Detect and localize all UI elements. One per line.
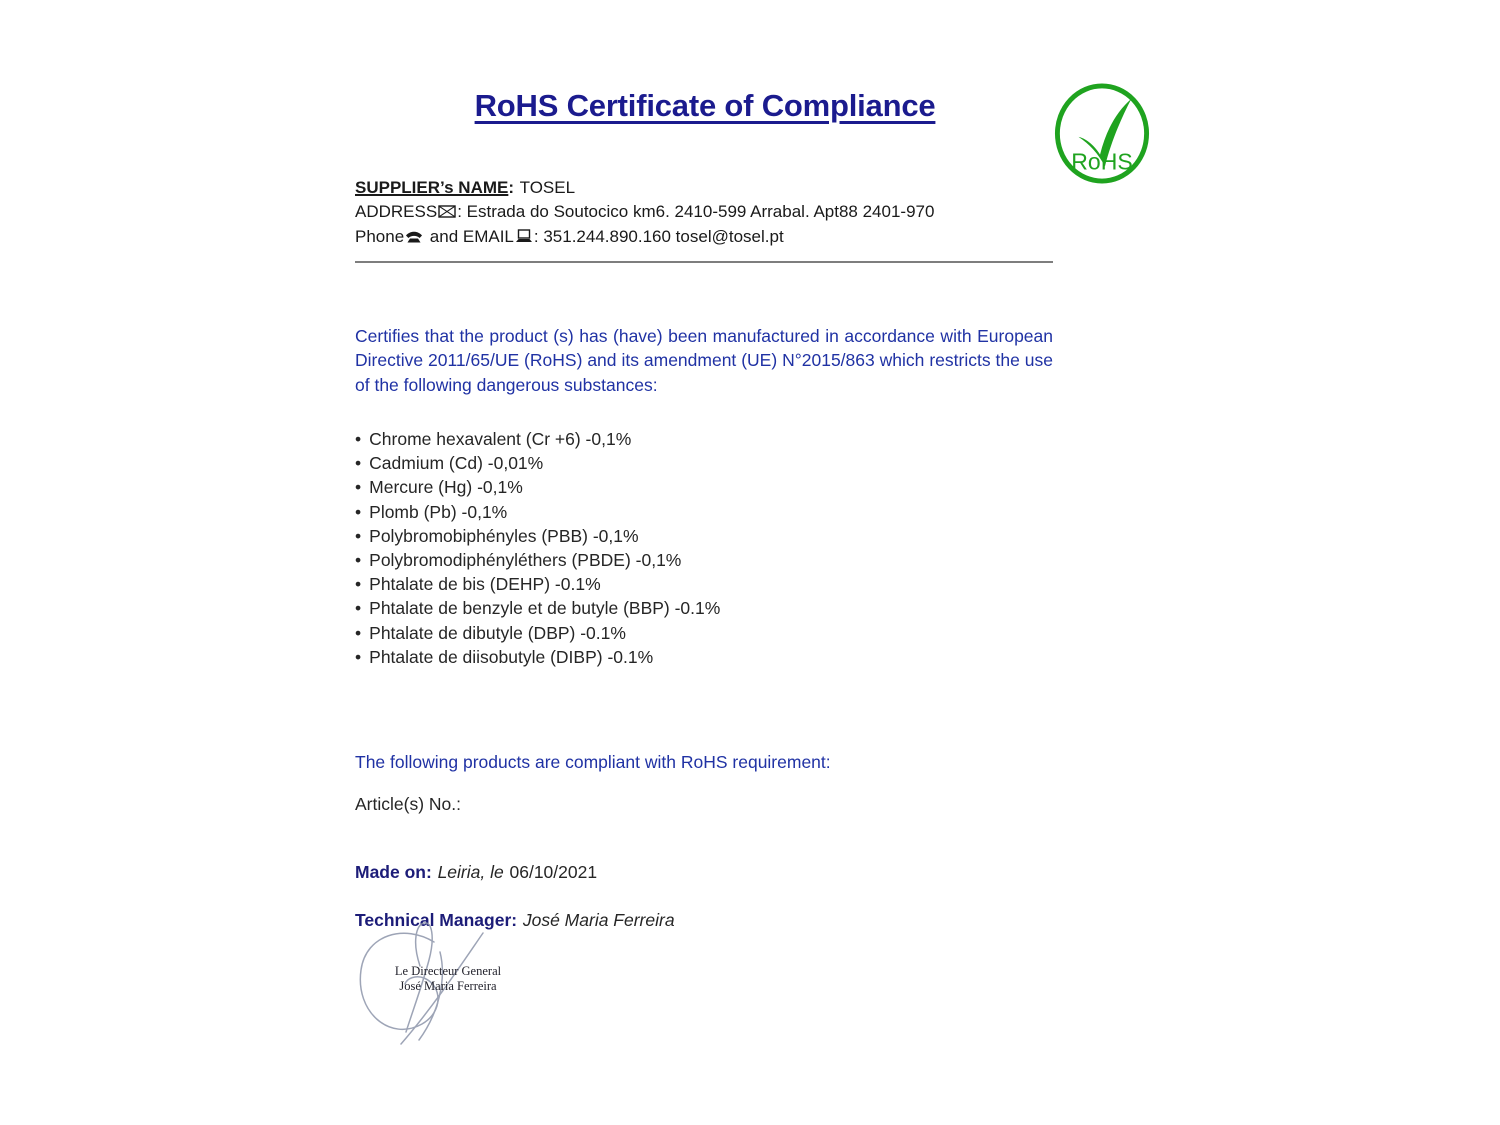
supplier-name-value: TOSEL	[519, 178, 576, 197]
substance-item: • Polybromobiphényles (PBB) -0,1%	[355, 524, 1053, 548]
address-value: : Estrada do Soutocico km6. 2410-599 Arrabal. Apt88 2401-970	[457, 202, 935, 221]
signature-block	[350, 920, 510, 1060]
contact-value: : 351.244.890.160 tosel@tosel.pt	[533, 227, 784, 246]
substance-item: • Chrome hexavalent (Cr +6) -0,1%	[355, 427, 1053, 451]
supplier-block	[355, 176, 1055, 250]
substance-item: • Phtalate de bis (DEHP) -0.1%	[355, 572, 1053, 596]
supplier-contact-line	[355, 225, 1055, 250]
made-on-label: Made on:	[355, 861, 432, 882]
address-label: ADDRESS	[355, 202, 438, 221]
document-title: RoHS Certificate of Compliance	[474, 88, 936, 123]
substance-item: • Phtalate de diisobutyle (DIBP) -0.1%	[355, 645, 1053, 669]
rohs-logo	[1053, 82, 1151, 185]
articles-label: Article(s) No.:	[355, 793, 461, 814]
made-on-line	[355, 862, 597, 883]
made-on-date: 06/10/2021	[509, 861, 598, 882]
envelope-icon	[438, 201, 456, 225]
manager-name: José Maria Ferreira	[522, 909, 675, 930]
phone-label: Phone	[355, 227, 405, 246]
and-email-label: and EMAIL	[429, 227, 514, 246]
certification-statement: Certifies that the product (s) has (have) been manufactured in accordance with European Directive 2011/65/UE (RoHS) and its amendment (UE) N°2015/863 which restricts the use of the following dangerous substances:	[355, 325, 1053, 395]
signature-line2: José Maria Ferreira	[399, 979, 497, 993]
supplier-address-line	[355, 200, 1055, 225]
title-row	[355, 88, 1055, 124]
substance-item: • Mercure (Hg) -0,1%	[355, 475, 1053, 499]
substance-item: • Polybromodiphényléthers (PBDE) -0,1%	[355, 548, 1053, 572]
substance-item: • Phtalate de dibutyle (DBP) -0.1%	[355, 621, 1053, 645]
manager-label: Technical Manager:	[355, 909, 518, 930]
phone-icon	[405, 226, 423, 250]
substance-item: • Phtalate de benzyle et de butyle (BBP) -0.1%	[355, 596, 1053, 620]
made-on-place: Leiria, le	[437, 861, 504, 882]
rohs-check-icon	[1053, 82, 1151, 185]
substances-list	[355, 427, 1053, 669]
computer-icon	[515, 226, 533, 250]
supplier-name-line	[355, 176, 1055, 200]
substance-item: • Cadmium (Cd) -0,01%	[355, 451, 1053, 475]
supplier-name-colon: :	[508, 178, 515, 197]
svg-text:RoHS: RoHS	[1071, 148, 1133, 175]
signature-text	[388, 964, 508, 994]
compliance-statement: The following products are compliant with RoHS requirement:	[355, 751, 831, 772]
substance-item: • Plomb (Pb) -0,1%	[355, 500, 1053, 524]
signature-line1: Le Directeur General	[394, 964, 502, 978]
divider-rule	[355, 261, 1053, 263]
supplier-name-label: SUPPLIER’s NAME	[355, 178, 509, 197]
